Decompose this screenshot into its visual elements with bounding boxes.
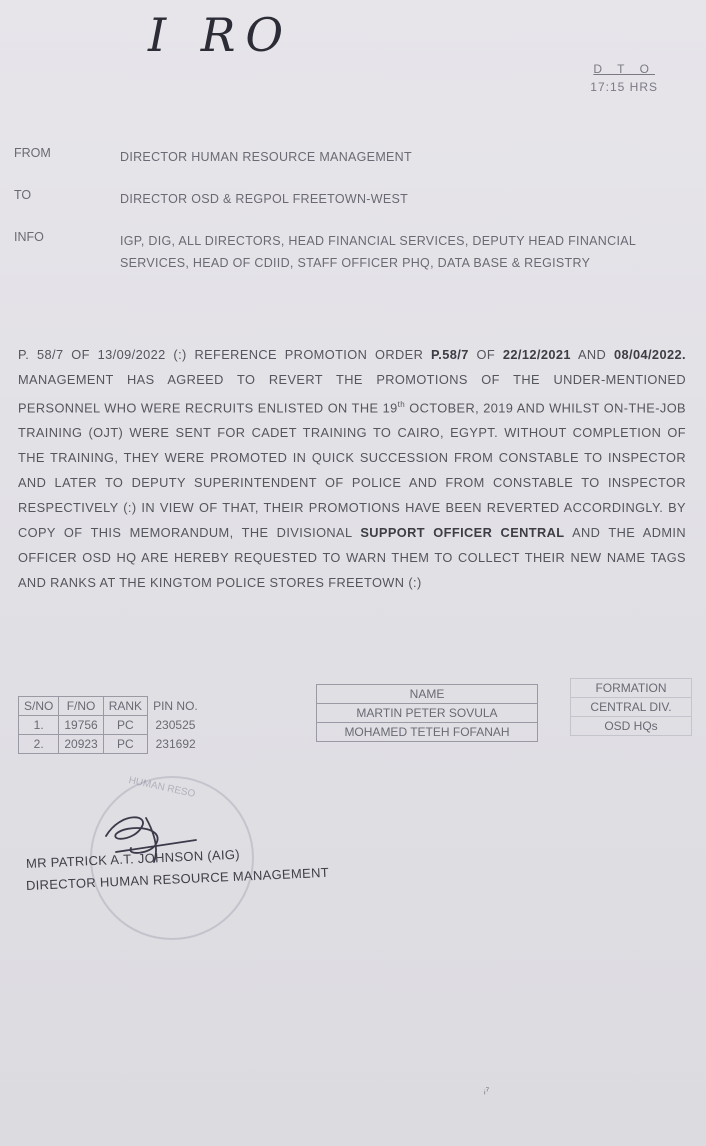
to-row — [14, 188, 690, 210]
cell-sno: 1. — [19, 716, 59, 735]
to-value: DIRECTOR OSD & REGPOL FREETOWN-WEST — [120, 192, 409, 206]
dto-time: 17:15 HRS — [590, 80, 658, 94]
personnel-table-left — [18, 696, 204, 754]
table-row — [317, 723, 538, 742]
from-value: DIRECTOR HUMAN RESOURCE MANAGEMENT — [120, 150, 412, 164]
header-pin: PIN NO. — [153, 699, 198, 713]
info-value: IGP, DIG, ALL DIRECTORS, HEAD FINANCIAL SERVICES, DEPUTY HEAD FINANCIAL SERVICES, HEAD OF CDIID, STAFF OFFICER PHQ, DATA BASE & REGISTRY — [120, 234, 636, 270]
cell-rank: PC — [103, 735, 147, 754]
table-row — [19, 716, 204, 735]
cell-sno: 2. — [19, 735, 59, 754]
cell-pin: 230525 — [155, 718, 196, 732]
ref-date-1: 22/12/2021 — [502, 347, 571, 362]
ordinal-suffix: th — [397, 400, 406, 409]
memo-body — [18, 342, 686, 595]
ref-and: AND — [577, 347, 607, 362]
header-name: NAME — [317, 685, 538, 704]
cell-fno: 20923 — [59, 735, 103, 754]
signatory-name: MR PATRICK A.T. JOHNSON (AIG) — [25, 846, 241, 871]
body-bold-c: SUPPORT OFFICER CENTRAL — [360, 525, 565, 541]
footer-mark: ᵢ⁷ — [484, 1086, 490, 1097]
ref-order-number: P.58/7 — [431, 347, 469, 362]
cell-fno: 19756 — [59, 716, 103, 735]
header-formation: FORMATION — [571, 679, 692, 698]
ref-date-2: 08/04/2022. — [613, 347, 686, 362]
cell-formation: CENTRAL DIV. — [571, 698, 692, 717]
cell-formation: OSD HQs — [571, 717, 692, 736]
signatory-title: DIRECTOR HUMAN RESOURCE MANAGEMENT — [25, 864, 330, 893]
ref-prefix: P. 58/7 OF 13/09/2022 (:) REFERENCE PROMOTION ORDER — [18, 347, 424, 362]
table-row — [317, 704, 538, 723]
handwritten-note: I RO — [148, 8, 294, 62]
dto-code: D T O — [593, 62, 655, 76]
info-row — [14, 230, 690, 274]
table-header-row — [571, 679, 692, 698]
table-header-row — [19, 697, 204, 716]
cell-rank: PC — [103, 716, 147, 735]
stamp-text: HUMAN RESO — [127, 775, 197, 800]
table-row — [571, 698, 692, 717]
body-text-b: OCTOBER, 2019 AND WHILST ON-THE-JOB TRAINING (OJT) WERE SENT FOR CADET TRAINING TO CAIRO, EGYPT. WITHOUT COMPLETION OF THE TRAINING, THEY WERE PROMOTED IN QUICK SUCCESSION FROM CONSTABLE TO INSPECTOR AND LATER TO DEPUTY SUPERINTENDENT OF POLICE AND FROM CONSTABLE TO INSPECTOR RESPECTIVELY (:) IN VIEW OF THAT, THEIR PROMOTIONS HAVE BEEN REVERTED ACCORDINGLY. BY COPY OF THIS MEMORANDUM, THE DIVISIONAL — [18, 400, 686, 541]
personnel-table-name — [316, 684, 538, 742]
ref-of: OF — [476, 347, 496, 362]
body-text-d: AND THE ADMIN OFFICER OSD HQ ARE HEREBY REQUESTED TO WARN THEM TO COLLECT THEIR NEW NAME TAGS AND RANKS AT THE KINGTOM POLICE STORES FREETOWN (:) — [18, 525, 686, 591]
cell-pin: 231692 — [155, 737, 196, 751]
body-text-a: MANAGEMENT HAS AGREED TO REVERT THE PROMOTIONS OF THE UNDER-MENTIONED PERSONNEL WHO WERE RECRUITS ENLISTED ON THE 19 — [18, 372, 686, 416]
table-row — [571, 717, 692, 736]
cell-name: MARTIN PETER SOVULA — [317, 704, 538, 723]
header-fno: F/NO — [59, 697, 103, 716]
personnel-table-formation — [570, 678, 692, 736]
table-header-row — [317, 685, 538, 704]
to-label: TO — [14, 188, 32, 202]
header-rank: RANK — [103, 697, 147, 716]
from-row — [14, 146, 690, 168]
dto-block — [590, 60, 658, 96]
cell-name: MOHAMED TETEH FOFANAH — [317, 723, 538, 742]
table-row — [19, 735, 204, 754]
info-label: INFO — [14, 230, 44, 244]
header-sno: S/NO — [19, 697, 59, 716]
from-label: FROM — [14, 146, 51, 160]
